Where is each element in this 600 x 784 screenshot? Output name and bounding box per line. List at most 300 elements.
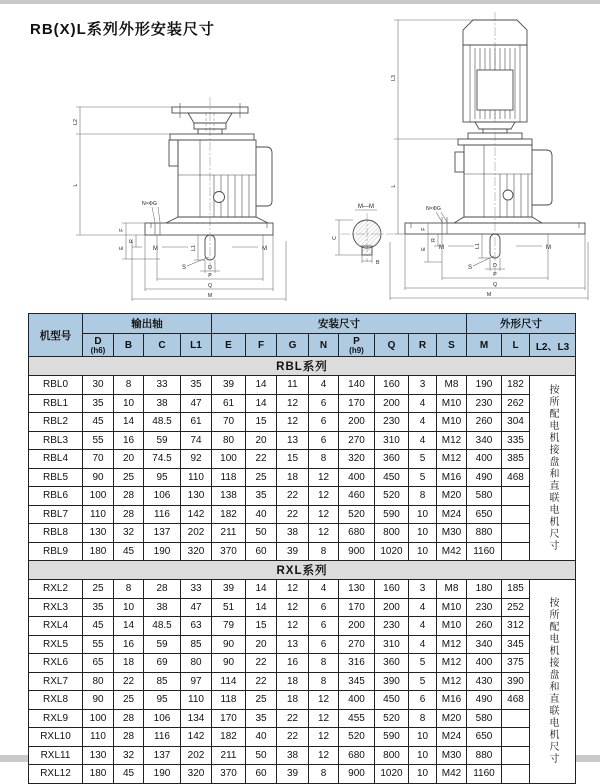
value-cell: 106	[144, 709, 181, 728]
model-cell: RBL0	[29, 376, 83, 395]
dim-label: M	[546, 245, 551, 251]
value-cell: 6	[309, 413, 339, 432]
value-cell: 39	[212, 376, 246, 395]
dim-label: L1	[475, 243, 481, 249]
value-cell: 310	[375, 431, 409, 450]
value-cell: 211	[212, 524, 246, 543]
value-cell: 200	[339, 617, 375, 636]
value-cell	[502, 542, 530, 561]
value-cell: 180	[83, 542, 114, 561]
value-cell: 11	[277, 376, 309, 395]
dim-label: E	[119, 246, 125, 250]
value-cell: 14	[246, 598, 277, 617]
section-band	[29, 561, 576, 580]
value-cell: 390	[375, 672, 409, 691]
value-cell: 69	[144, 654, 181, 673]
table-row	[29, 394, 576, 413]
value-cell: 12	[277, 413, 309, 432]
value-cell: 370	[212, 765, 246, 784]
value-cell: 25	[83, 580, 114, 599]
value-cell: 170	[212, 709, 246, 728]
value-cell: 5	[409, 468, 437, 487]
column-header: M	[467, 334, 502, 357]
column-header: R	[409, 334, 437, 357]
value-cell: 12	[309, 691, 339, 710]
value-cell: 335	[502, 431, 530, 450]
table-row	[29, 542, 576, 561]
value-cell: 59	[144, 431, 181, 450]
table-row	[29, 691, 576, 710]
value-cell: 50	[246, 746, 277, 765]
value-cell: 8	[309, 672, 339, 691]
value-cell	[502, 765, 530, 784]
value-cell: 74.5	[144, 450, 181, 469]
value-cell: 385	[502, 450, 530, 469]
dim-label: Q	[492, 282, 498, 288]
column-header: S	[437, 334, 467, 357]
value-cell: 45	[114, 765, 144, 784]
dim-label: L1	[191, 245, 197, 251]
value-cell: 430	[467, 672, 502, 691]
value-cell: 6	[309, 617, 339, 636]
value-cell: 35	[181, 376, 212, 395]
value-cell: 15	[246, 617, 277, 636]
model-cell: RBL7	[29, 505, 83, 524]
value-cell: 20	[114, 450, 144, 469]
value-cell: 12	[309, 487, 339, 506]
value-cell: 90	[83, 468, 114, 487]
value-cell: 4	[409, 394, 437, 413]
group-header-output-shaft: 输出轴	[83, 314, 212, 334]
value-cell: 190	[144, 765, 181, 784]
model-cell: RXL12	[29, 765, 83, 784]
value-cell: 130	[181, 487, 212, 506]
model-cell: RXL5	[29, 635, 83, 654]
value-cell: 22	[246, 654, 277, 673]
value-cell: 3	[409, 376, 437, 395]
value-cell: 48.5	[144, 413, 181, 432]
value-cell: 170	[339, 394, 375, 413]
value-cell: 8	[309, 450, 339, 469]
value-cell: 6	[309, 598, 339, 617]
value-cell: 20	[246, 635, 277, 654]
value-cell: 15	[246, 413, 277, 432]
value-cell: 900	[339, 542, 375, 561]
table-row	[29, 672, 576, 691]
value-cell	[502, 505, 530, 524]
value-cell: 680	[339, 746, 375, 765]
value-cell: M12	[437, 672, 467, 691]
oil-plug	[214, 192, 225, 203]
value-cell: 4	[309, 376, 339, 395]
value-cell: 38	[277, 524, 309, 543]
value-cell: 260	[467, 617, 502, 636]
value-cell: 316	[339, 654, 375, 673]
model-cell: RXL11	[29, 746, 83, 765]
value-cell: 450	[375, 691, 409, 710]
dim-label: R	[129, 239, 135, 243]
value-cell: 4	[409, 431, 437, 450]
value-cell: 14	[246, 580, 277, 599]
dim-label: L2	[73, 119, 79, 125]
value-cell: 200	[375, 394, 409, 413]
column-header: L	[502, 334, 530, 357]
section-note: 按所配电机接盘和直联电机尺寸	[530, 376, 576, 561]
value-cell: 97	[181, 672, 212, 691]
value-cell: 10	[409, 746, 437, 765]
value-cell: 304	[502, 413, 530, 432]
dim-label: N×ΦG	[426, 206, 441, 212]
value-cell: 4	[309, 580, 339, 599]
value-cell: M12	[437, 431, 467, 450]
value-cell: 8	[409, 487, 437, 506]
value-cell: 400	[467, 654, 502, 673]
value-cell: 138	[212, 487, 246, 506]
value-cell: 130	[83, 746, 114, 765]
value-cell: 190	[467, 376, 502, 395]
value-cell: 800	[375, 524, 409, 543]
dim-label: S	[182, 265, 187, 271]
value-cell: M8	[437, 580, 467, 599]
column-header: Q	[375, 334, 409, 357]
page-title: RB(X)L系列外形安装尺寸	[30, 21, 215, 39]
model-cell: RBL1	[29, 394, 83, 413]
value-cell: 130	[83, 524, 114, 543]
section-band	[29, 357, 576, 376]
model-cell: RXL8	[29, 691, 83, 710]
value-cell: 650	[467, 728, 502, 747]
keyway	[362, 246, 372, 255]
value-cell: M30	[437, 746, 467, 765]
value-cell: 520	[339, 505, 375, 524]
value-cell: 10	[114, 598, 144, 617]
value-cell: 170	[339, 598, 375, 617]
column-header: L1	[181, 334, 212, 357]
value-cell: 312	[502, 617, 530, 636]
value-cell: 106	[144, 487, 181, 506]
value-cell: 12	[309, 524, 339, 543]
value-cell: 360	[375, 450, 409, 469]
table-row	[29, 635, 576, 654]
value-cell: 60	[246, 765, 277, 784]
oil-plug	[503, 190, 513, 200]
value-cell: 100	[212, 450, 246, 469]
value-cell: 39	[277, 542, 309, 561]
dim-label: M	[486, 292, 492, 298]
value-cell: 18	[277, 672, 309, 691]
value-cell: M8	[437, 376, 467, 395]
value-cell: 230	[467, 598, 502, 617]
value-cell: 33	[144, 376, 181, 395]
value-cell: 32	[114, 524, 144, 543]
value-cell	[502, 524, 530, 543]
value-cell: 18	[277, 691, 309, 710]
section-note: 按所配电机接盘和直联电机尺寸	[530, 580, 576, 784]
value-cell: 25	[246, 691, 277, 710]
model-cell: RXL7	[29, 672, 83, 691]
value-cell: 520	[375, 709, 409, 728]
value-cell: 35	[83, 394, 114, 413]
value-cell: 16	[114, 635, 144, 654]
dim-label: D	[208, 265, 212, 271]
value-cell: 4	[409, 617, 437, 636]
value-cell: 1020	[375, 542, 409, 561]
value-cell: 340	[467, 431, 502, 450]
table-row	[29, 413, 576, 432]
dim-label: L	[73, 183, 79, 187]
value-cell: 15	[277, 450, 309, 469]
value-cell: 40	[246, 728, 277, 747]
value-cell: M42	[437, 542, 467, 561]
value-cell: 580	[467, 487, 502, 506]
value-cell: M10	[437, 598, 467, 617]
value-cell: 182	[212, 505, 246, 524]
value-cell: M24	[437, 728, 467, 747]
value-cell: 5	[409, 672, 437, 691]
spec-table	[28, 313, 576, 784]
dim-label: M	[262, 246, 267, 252]
value-cell: 70	[212, 413, 246, 432]
value-cell: 25	[246, 468, 277, 487]
value-cell: 460	[339, 487, 375, 506]
value-cell: 202	[181, 746, 212, 765]
value-cell: 190	[144, 542, 181, 561]
table-row	[29, 468, 576, 487]
value-cell: 59	[144, 635, 181, 654]
value-cell: 8	[114, 580, 144, 599]
value-cell: 130	[339, 580, 375, 599]
value-cell: 360	[375, 654, 409, 673]
value-cell: 79	[212, 617, 246, 636]
value-cell: 880	[467, 524, 502, 543]
value-cell: 4	[409, 598, 437, 617]
value-cell: 230	[375, 413, 409, 432]
value-cell: M12	[437, 654, 467, 673]
value-cell: 5	[409, 654, 437, 673]
column-header: D (h6)	[83, 334, 114, 357]
table-row	[29, 598, 576, 617]
dim-label: M	[207, 293, 213, 299]
model-cell: RXL4	[29, 617, 83, 636]
value-cell: 580	[467, 709, 502, 728]
value-cell: 28	[114, 487, 144, 506]
value-cell	[502, 487, 530, 506]
dim-label: Q	[207, 283, 213, 289]
value-cell: 22	[277, 728, 309, 747]
value-cell: 85	[181, 635, 212, 654]
model-cell: RXL6	[29, 654, 83, 673]
table-row	[29, 765, 576, 784]
dimension-lines	[390, 20, 588, 300]
value-cell: 400	[467, 450, 502, 469]
value-cell: 13	[277, 635, 309, 654]
value-cell: 30	[83, 376, 114, 395]
value-cell: 12	[309, 468, 339, 487]
value-cell: 8	[309, 765, 339, 784]
column-header: F	[246, 334, 277, 357]
value-cell: M10	[437, 413, 467, 432]
table-row	[29, 580, 576, 599]
table-row	[29, 376, 576, 395]
value-cell: 6	[309, 635, 339, 654]
value-cell: 468	[502, 691, 530, 710]
value-cell: 200	[375, 598, 409, 617]
value-cell: 16	[114, 431, 144, 450]
table-row	[29, 617, 576, 636]
value-cell: 345	[339, 672, 375, 691]
value-cell: 160	[375, 376, 409, 395]
value-cell: 375	[502, 654, 530, 673]
value-cell: 800	[375, 746, 409, 765]
value-cell: 680	[339, 524, 375, 543]
value-cell: 1020	[375, 765, 409, 784]
value-cell: 12	[309, 505, 339, 524]
value-cell: 80	[83, 672, 114, 691]
value-cell: 12	[277, 598, 309, 617]
model-cell: RXL2	[29, 580, 83, 599]
value-cell	[502, 709, 530, 728]
value-cell: 20	[246, 431, 277, 450]
table-row	[29, 487, 576, 506]
value-cell: 114	[212, 672, 246, 691]
value-cell: 455	[339, 709, 375, 728]
table-row	[29, 728, 576, 747]
value-cell: 92	[181, 450, 212, 469]
value-cell: 8	[409, 709, 437, 728]
value-cell: 8	[309, 542, 339, 561]
value-cell: 142	[181, 505, 212, 524]
model-cell: RXL9	[29, 709, 83, 728]
value-cell: 340	[467, 635, 502, 654]
value-cell: 22	[246, 450, 277, 469]
value-cell: 1160	[467, 765, 502, 784]
value-cell: 320	[181, 542, 212, 561]
value-cell: 12	[277, 580, 309, 599]
value-cell: 100	[83, 487, 114, 506]
value-cell: 370	[212, 542, 246, 561]
value-cell: 520	[375, 487, 409, 506]
page-edge-top	[0, 0, 600, 4]
column-header: P (h9)	[339, 334, 375, 357]
value-cell: 90	[212, 654, 246, 673]
model-cell: RBL2	[29, 413, 83, 432]
gearbox-outline	[145, 103, 273, 260]
dim-label: E	[421, 247, 427, 251]
value-cell: 520	[339, 728, 375, 747]
model-cell: RBL9	[29, 542, 83, 561]
dim-label: D	[493, 263, 497, 269]
value-cell: 55	[83, 635, 114, 654]
dim-label: F	[421, 227, 427, 231]
value-cell: 260	[467, 413, 502, 432]
value-cell: 116	[144, 505, 181, 524]
value-cell: 70	[83, 450, 114, 469]
value-cell: 10	[409, 765, 437, 784]
value-cell: 40	[246, 505, 277, 524]
value-cell: 185	[502, 580, 530, 599]
column-header: C	[144, 334, 181, 357]
value-cell: M42	[437, 765, 467, 784]
value-cell: 400	[339, 691, 375, 710]
value-cell: 12	[309, 746, 339, 765]
value-cell: 65	[83, 654, 114, 673]
value-cell: 32	[114, 746, 144, 765]
value-cell: 48.5	[144, 617, 181, 636]
value-cell: 28	[114, 709, 144, 728]
value-cell: 38	[277, 746, 309, 765]
value-cell: 6	[309, 431, 339, 450]
value-cell: 47	[181, 394, 212, 413]
value-cell: 22	[277, 709, 309, 728]
value-cell: 10	[409, 542, 437, 561]
value-cell: 110	[83, 728, 114, 747]
value-cell: M12	[437, 450, 467, 469]
value-cell: 390	[502, 672, 530, 691]
dim-label: P	[493, 272, 497, 278]
value-cell: 4	[409, 413, 437, 432]
value-cell: 14	[114, 413, 144, 432]
value-cell: M16	[437, 691, 467, 710]
dim-label: C	[332, 236, 338, 240]
value-cell: 12	[277, 617, 309, 636]
value-cell: 25	[114, 691, 144, 710]
dim-label: R	[431, 238, 437, 242]
table-row	[29, 654, 576, 673]
value-cell: 14	[246, 394, 277, 413]
dim-label: M	[439, 245, 444, 251]
value-cell: 118	[212, 691, 246, 710]
value-cell: 61	[212, 394, 246, 413]
value-cell: 10	[114, 394, 144, 413]
table-row	[29, 431, 576, 450]
value-cell: 35	[83, 598, 114, 617]
value-cell: 10	[409, 728, 437, 747]
value-cell: 13	[277, 431, 309, 450]
value-cell: 142	[181, 728, 212, 747]
value-cell: 880	[467, 746, 502, 765]
value-cell: 38	[144, 598, 181, 617]
group-header-outline-dims: 外形尺寸	[467, 314, 576, 334]
value-cell: 35	[246, 487, 277, 506]
dim-label: S	[468, 265, 473, 271]
value-cell: 55	[83, 431, 114, 450]
column-header: G	[277, 334, 309, 357]
value-cell: M10	[437, 394, 467, 413]
model-cell: RBL4	[29, 450, 83, 469]
section-band-label: RXL系列	[29, 561, 576, 580]
value-cell: 50	[246, 524, 277, 543]
value-cell: 22	[277, 487, 309, 506]
value-cell: 28	[114, 505, 144, 524]
dim-label: M	[153, 246, 158, 252]
value-cell: M12	[437, 635, 467, 654]
value-cell: 252	[502, 598, 530, 617]
value-cell: 490	[467, 691, 502, 710]
value-cell: 320	[339, 450, 375, 469]
value-cell: 590	[375, 505, 409, 524]
value-cell: M24	[437, 505, 467, 524]
value-cell: 85	[144, 672, 181, 691]
value-cell: 12	[277, 394, 309, 413]
value-cell: 230	[375, 617, 409, 636]
model-column-header: 机型号	[29, 314, 83, 357]
model-cell: RXL3	[29, 598, 83, 617]
value-cell: 230	[467, 394, 502, 413]
table-row	[29, 709, 576, 728]
value-cell: 12	[309, 728, 339, 747]
value-cell: 47	[181, 598, 212, 617]
section-band-label: RBL系列	[29, 357, 576, 376]
